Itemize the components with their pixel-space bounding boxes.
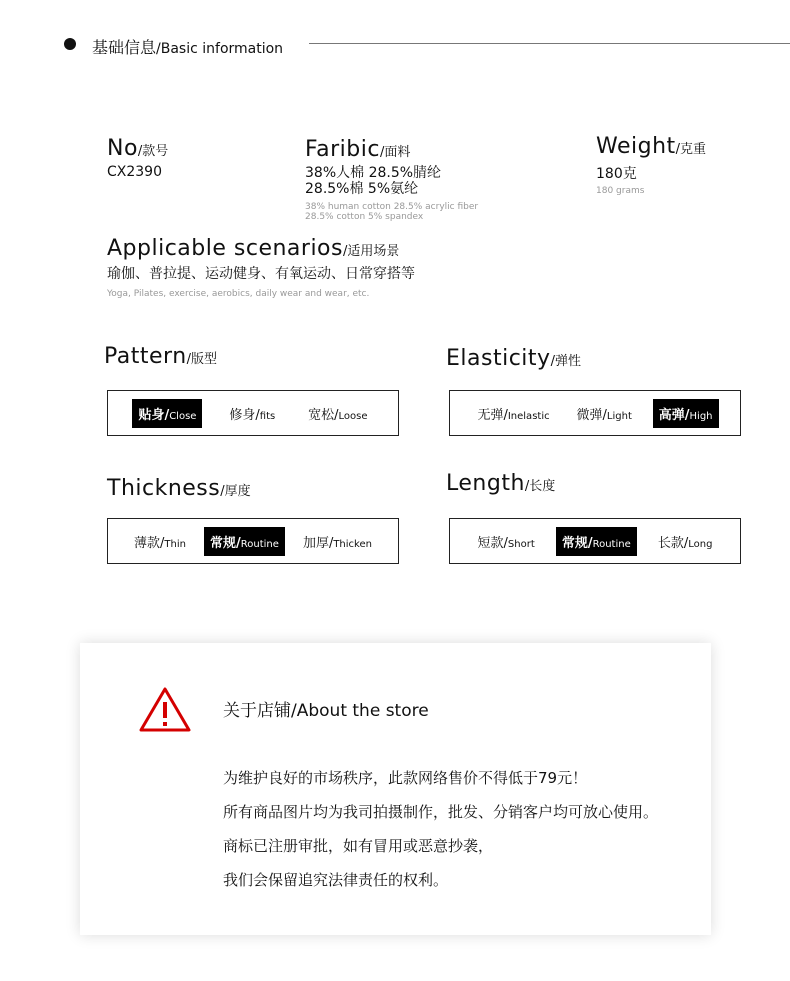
store-line-4: 我们会保留追究法律责任的权利。 [223, 871, 449, 889]
scenarios-block [107, 236, 415, 299]
weight-en: 180 grams [596, 186, 645, 196]
thickness-label [107, 476, 251, 501]
weight-value: 180克 [596, 166, 637, 182]
fabric-en-2: 28.5% cotton 5% spandex [305, 212, 424, 222]
store-notice-card [80, 643, 711, 935]
section-title [92, 35, 283, 58]
thickness-options [107, 518, 399, 564]
pattern-option-fits[interactable] [223, 399, 281, 428]
no-value: CX2390 [107, 164, 162, 180]
fabric-line-2: 28.5%棉 5%氨纶 [305, 181, 419, 197]
pattern-label-en: Pattern [104, 344, 187, 369]
no-label-cn: /款号 [137, 144, 169, 159]
thickness-label-cn: /厚度 [220, 484, 251, 499]
header-divider [309, 43, 790, 44]
store-line-1: 为维护良好的市场秩序，此款网络售价不得低于79元！ [223, 769, 588, 787]
option-cn: 常规/ [561, 535, 593, 551]
weight-block [596, 134, 706, 196]
option-cn: 微弹/ [576, 407, 607, 423]
option-en: Routine [240, 538, 279, 550]
option-en: fits [259, 410, 276, 422]
option-en: Close [169, 410, 197, 422]
option-cn: 长款/ [657, 535, 689, 551]
no-block [107, 136, 168, 180]
bullet-icon [64, 38, 76, 50]
option-cn: 常规/ [210, 535, 241, 551]
no-label-en: No [107, 136, 138, 161]
option-en: Short [507, 538, 535, 550]
option-cn: 加厚/ [302, 535, 334, 551]
option-en: Light [606, 410, 632, 422]
option-cn: 宽松/ [308, 407, 339, 423]
length-option-long[interactable] [652, 527, 719, 556]
pattern-option-loose[interactable] [302, 399, 373, 428]
length-label [446, 471, 555, 496]
option-cn: 无弹/ [477, 407, 508, 423]
length-option-short[interactable] [472, 527, 541, 556]
option-cn: 高弹/ [658, 407, 690, 423]
option-en: High [689, 410, 713, 422]
elasticity-option-light[interactable] [571, 399, 638, 428]
fabric-block [305, 137, 478, 222]
elasticity-label-en: Elasticity [446, 346, 551, 371]
store-title: 关于店铺/About the store [223, 701, 429, 721]
option-en: Inelastic [507, 410, 550, 422]
pattern-option-close[interactable] [132, 399, 202, 428]
section-title-en: /Basic information [156, 41, 284, 57]
store-line-2: 所有商品图片均为我司拍摄制作，批发、分销客户均可放心使用。 [223, 803, 659, 821]
option-cn: 短款/ [477, 535, 508, 551]
pattern-label-cn: /版型 [186, 352, 218, 367]
elasticity-label-cn: /弹性 [550, 354, 581, 369]
scenarios-value: 瑜伽、普拉提、运动健身、有氧运动、日常穿搭等 [107, 266, 415, 282]
weight-label-cn: /克重 [675, 142, 707, 157]
length-options [449, 518, 741, 564]
scenarios-label [107, 236, 415, 261]
option-en: Long [688, 538, 713, 550]
scenarios-label-cn: /适用场景 [342, 244, 400, 259]
length-label-cn: /长度 [524, 479, 556, 494]
store-line-3: 商标已注册审批，如有冒用或恶意抄袭， [223, 837, 494, 855]
option-en: Thicken [333, 538, 372, 550]
option-en: Loose [338, 410, 368, 422]
option-cn: 修身/ [229, 407, 260, 423]
no-label [107, 136, 168, 161]
fabric-en-1: 38% human cotton 28.5% acrylic fiber [305, 202, 479, 212]
option-cn: 薄款/ [134, 535, 165, 551]
thickness-option-routine[interactable] [204, 527, 285, 556]
section-title-cn: 基础信息 [92, 38, 157, 57]
length-option-routine[interactable] [556, 527, 637, 556]
weight-label [596, 134, 706, 159]
fabric-label [305, 137, 478, 162]
thickness-option-thin[interactable] [128, 527, 192, 556]
fabric-line-1: 38%人棉 28.5%腈纶 [305, 165, 442, 181]
option-en: Thin [164, 538, 186, 550]
scenarios-en: Yoga, Pilates, exercise, aerobics, daily wear and wear, etc. [107, 289, 370, 299]
option-en: Routine [592, 538, 631, 550]
thickness-option-thicken[interactable] [297, 527, 378, 556]
elasticity-label [446, 346, 581, 371]
weight-label-en: Weight [596, 134, 676, 159]
elasticity-options [449, 390, 741, 436]
scenarios-label-en: Applicable scenarios [107, 236, 343, 261]
pattern-label [104, 344, 217, 369]
fabric-label-en: Faribic [305, 137, 380, 162]
fabric-label-cn: /面料 [379, 145, 411, 160]
warning-triangle-icon [138, 685, 192, 733]
elasticity-option-inelastic[interactable] [471, 399, 555, 428]
option-cn: 贴身/ [138, 407, 170, 423]
pattern-options [107, 390, 399, 436]
thickness-label-en: Thickness [107, 476, 221, 501]
elasticity-option-high[interactable] [653, 399, 719, 428]
length-label-en: Length [446, 471, 525, 496]
